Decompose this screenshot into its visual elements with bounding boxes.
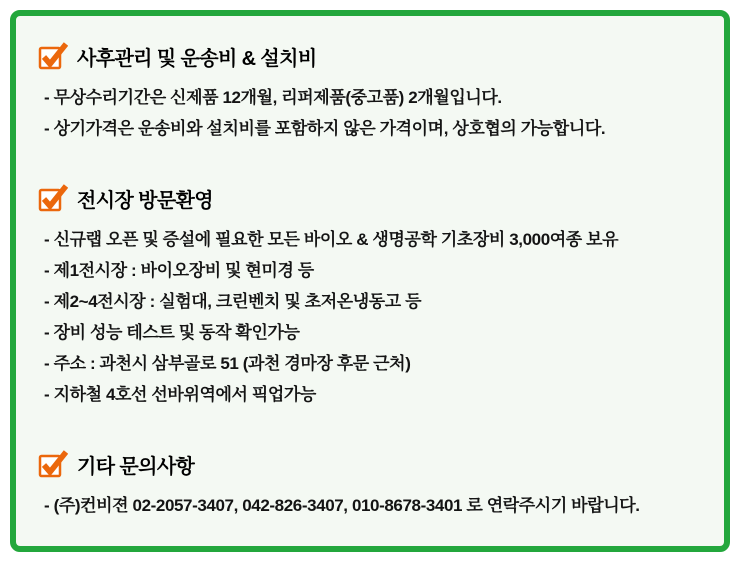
section-header: [38, 42, 706, 70]
notice-line: - 상기가격은 운송비와 설치비를 포함하지 않은 가격이며, 상호협의 가능합니다.: [44, 119, 606, 138]
section-title: 기타 문의사항: [77, 455, 195, 478]
notice-line: - 제1전시장 : 바이오장비 및 현미경 등: [44, 261, 314, 280]
section-items: [38, 490, 706, 521]
notice-panel: [10, 10, 730, 552]
section-showroom: [38, 184, 706, 410]
notice-line: - 장비 성능 테스트 및 동작 확인가능: [44, 323, 300, 342]
notice-line: - (주)컨비젼 02-2057-3407, 042-826-3407, 010-8678-3401 로 연락주시기 바랍니다.: [44, 496, 640, 515]
notice-line: - 무상수리기간은 신제품 12개월, 리퍼제품(중고품) 2개월입니다.: [44, 88, 502, 107]
checkbox-checked-icon: [38, 42, 68, 70]
notice-line: - 제2~4전시장 : 실험대, 크린벤치 및 초저온냉동고 등: [44, 292, 422, 311]
section-contact: [38, 450, 706, 521]
notice-line: - 신규랩 오픈 및 증설에 필요한 모든 바이오 & 생명공학 기초장비 3,000여종 보유: [44, 230, 619, 249]
checkbox-checked-icon: [38, 184, 68, 212]
notice-line: - 지하철 4호선 선바위역에서 픽업가능: [44, 385, 316, 404]
section-title: 전시장 방문환영: [77, 189, 213, 212]
checkbox-checked-icon: [38, 450, 68, 478]
section-title: 사후관리 및 운송비 & 설치비: [77, 47, 317, 70]
section-header: [38, 450, 706, 478]
section-items: [38, 82, 706, 144]
section-aftercare: [38, 42, 706, 144]
section-items: [38, 224, 706, 410]
notice-line: - 주소 : 과천시 삼부골로 51 (과천 경마장 후문 근처): [44, 354, 411, 373]
section-header: [38, 184, 706, 212]
